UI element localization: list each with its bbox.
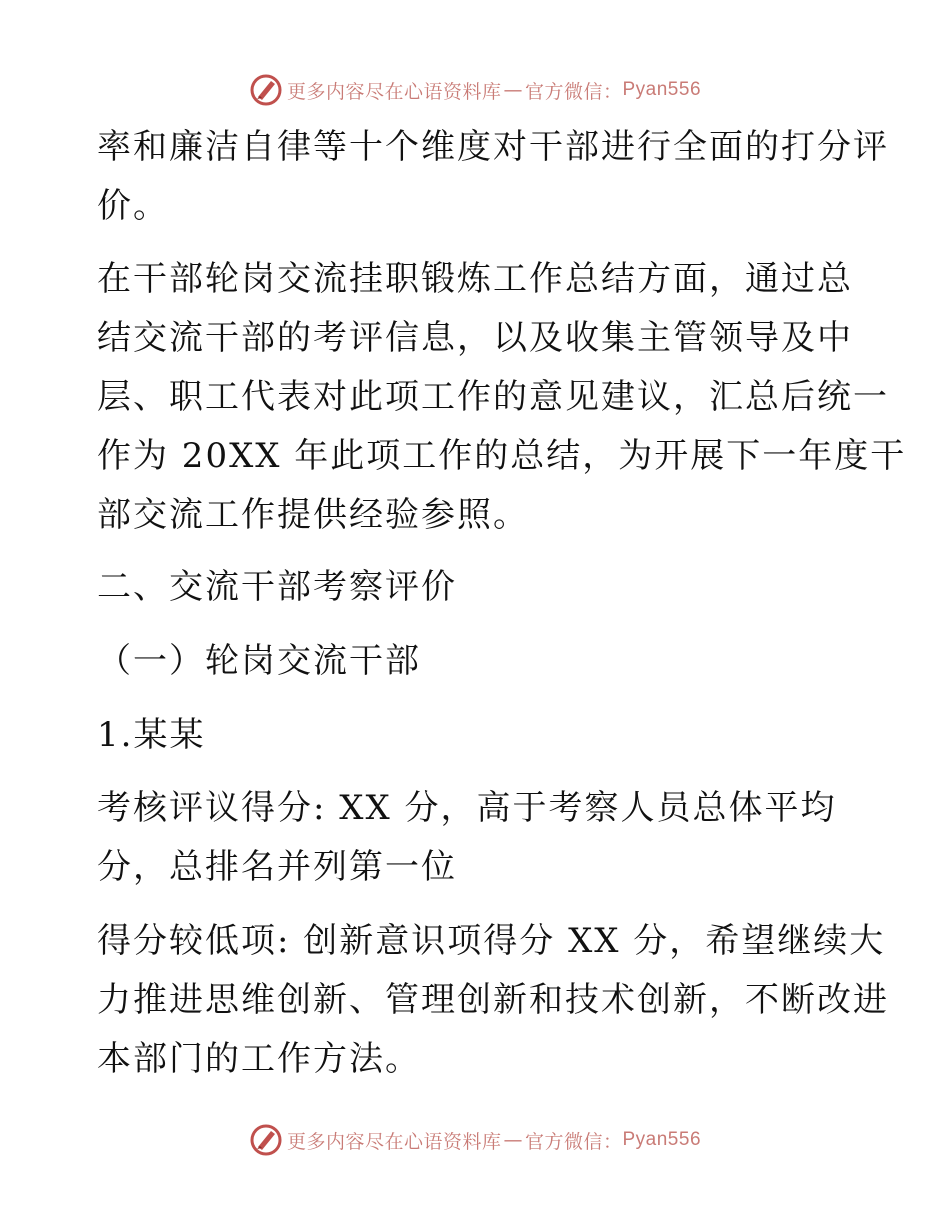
item-heading: 1.某某	[97, 715, 206, 755]
footer-wechat-label: 官方微信：	[524, 1130, 623, 1153]
header-wechat-label: 官方微信：	[524, 80, 623, 103]
body-line: 部交流工作提供经验参照。	[97, 495, 529, 535]
body-line: 考核评议得分: XX 分，高于考察人员总体平均	[97, 788, 837, 828]
body-line: 分，总排名并列第一位	[97, 847, 457, 887]
subsection-heading: （一）轮岗交流干部	[97, 641, 421, 681]
body-line: 本部门的工作方法。	[97, 1039, 421, 1079]
brush-logo-icon	[249, 1123, 283, 1157]
body-line: 结交流干部的考评信息，以及收集主管领导及中	[97, 318, 853, 358]
body-line: 层、职工代表对此项工作的意见建议，汇总后统一	[97, 377, 889, 417]
body-line: 价。	[97, 186, 169, 226]
header-banner-text: 更多内容尽在心语资料库	[286, 80, 502, 103]
body-line: 得分较低项: 创新意识项得分 XX 分，希望继续大	[97, 921, 886, 961]
section-heading: 二、交流干部考察评价	[97, 567, 457, 607]
footer-banner-text: 更多内容尽在心语资料库	[286, 1130, 502, 1153]
body-line: 力推进思维创新、管理创新和技术创新，不断改进	[97, 980, 889, 1020]
footer-wechat-id: Pyan556	[622, 1129, 702, 1150]
header-wechat-id: Pyan556	[622, 79, 702, 100]
body-line: 作为 20XX 年此项工作的总结，为开展下一年度干	[97, 436, 907, 476]
body-line: 在干部轮岗交流挂职锻炼工作总结方面，通过总	[97, 259, 853, 299]
footer-banner	[0, 1120, 950, 1160]
footer-banner-separator: —	[503, 1129, 523, 1151]
body-line: 率和廉洁自律等十个维度对干部进行全面的打分评	[97, 127, 889, 167]
header-banner-separator: —	[503, 79, 523, 101]
